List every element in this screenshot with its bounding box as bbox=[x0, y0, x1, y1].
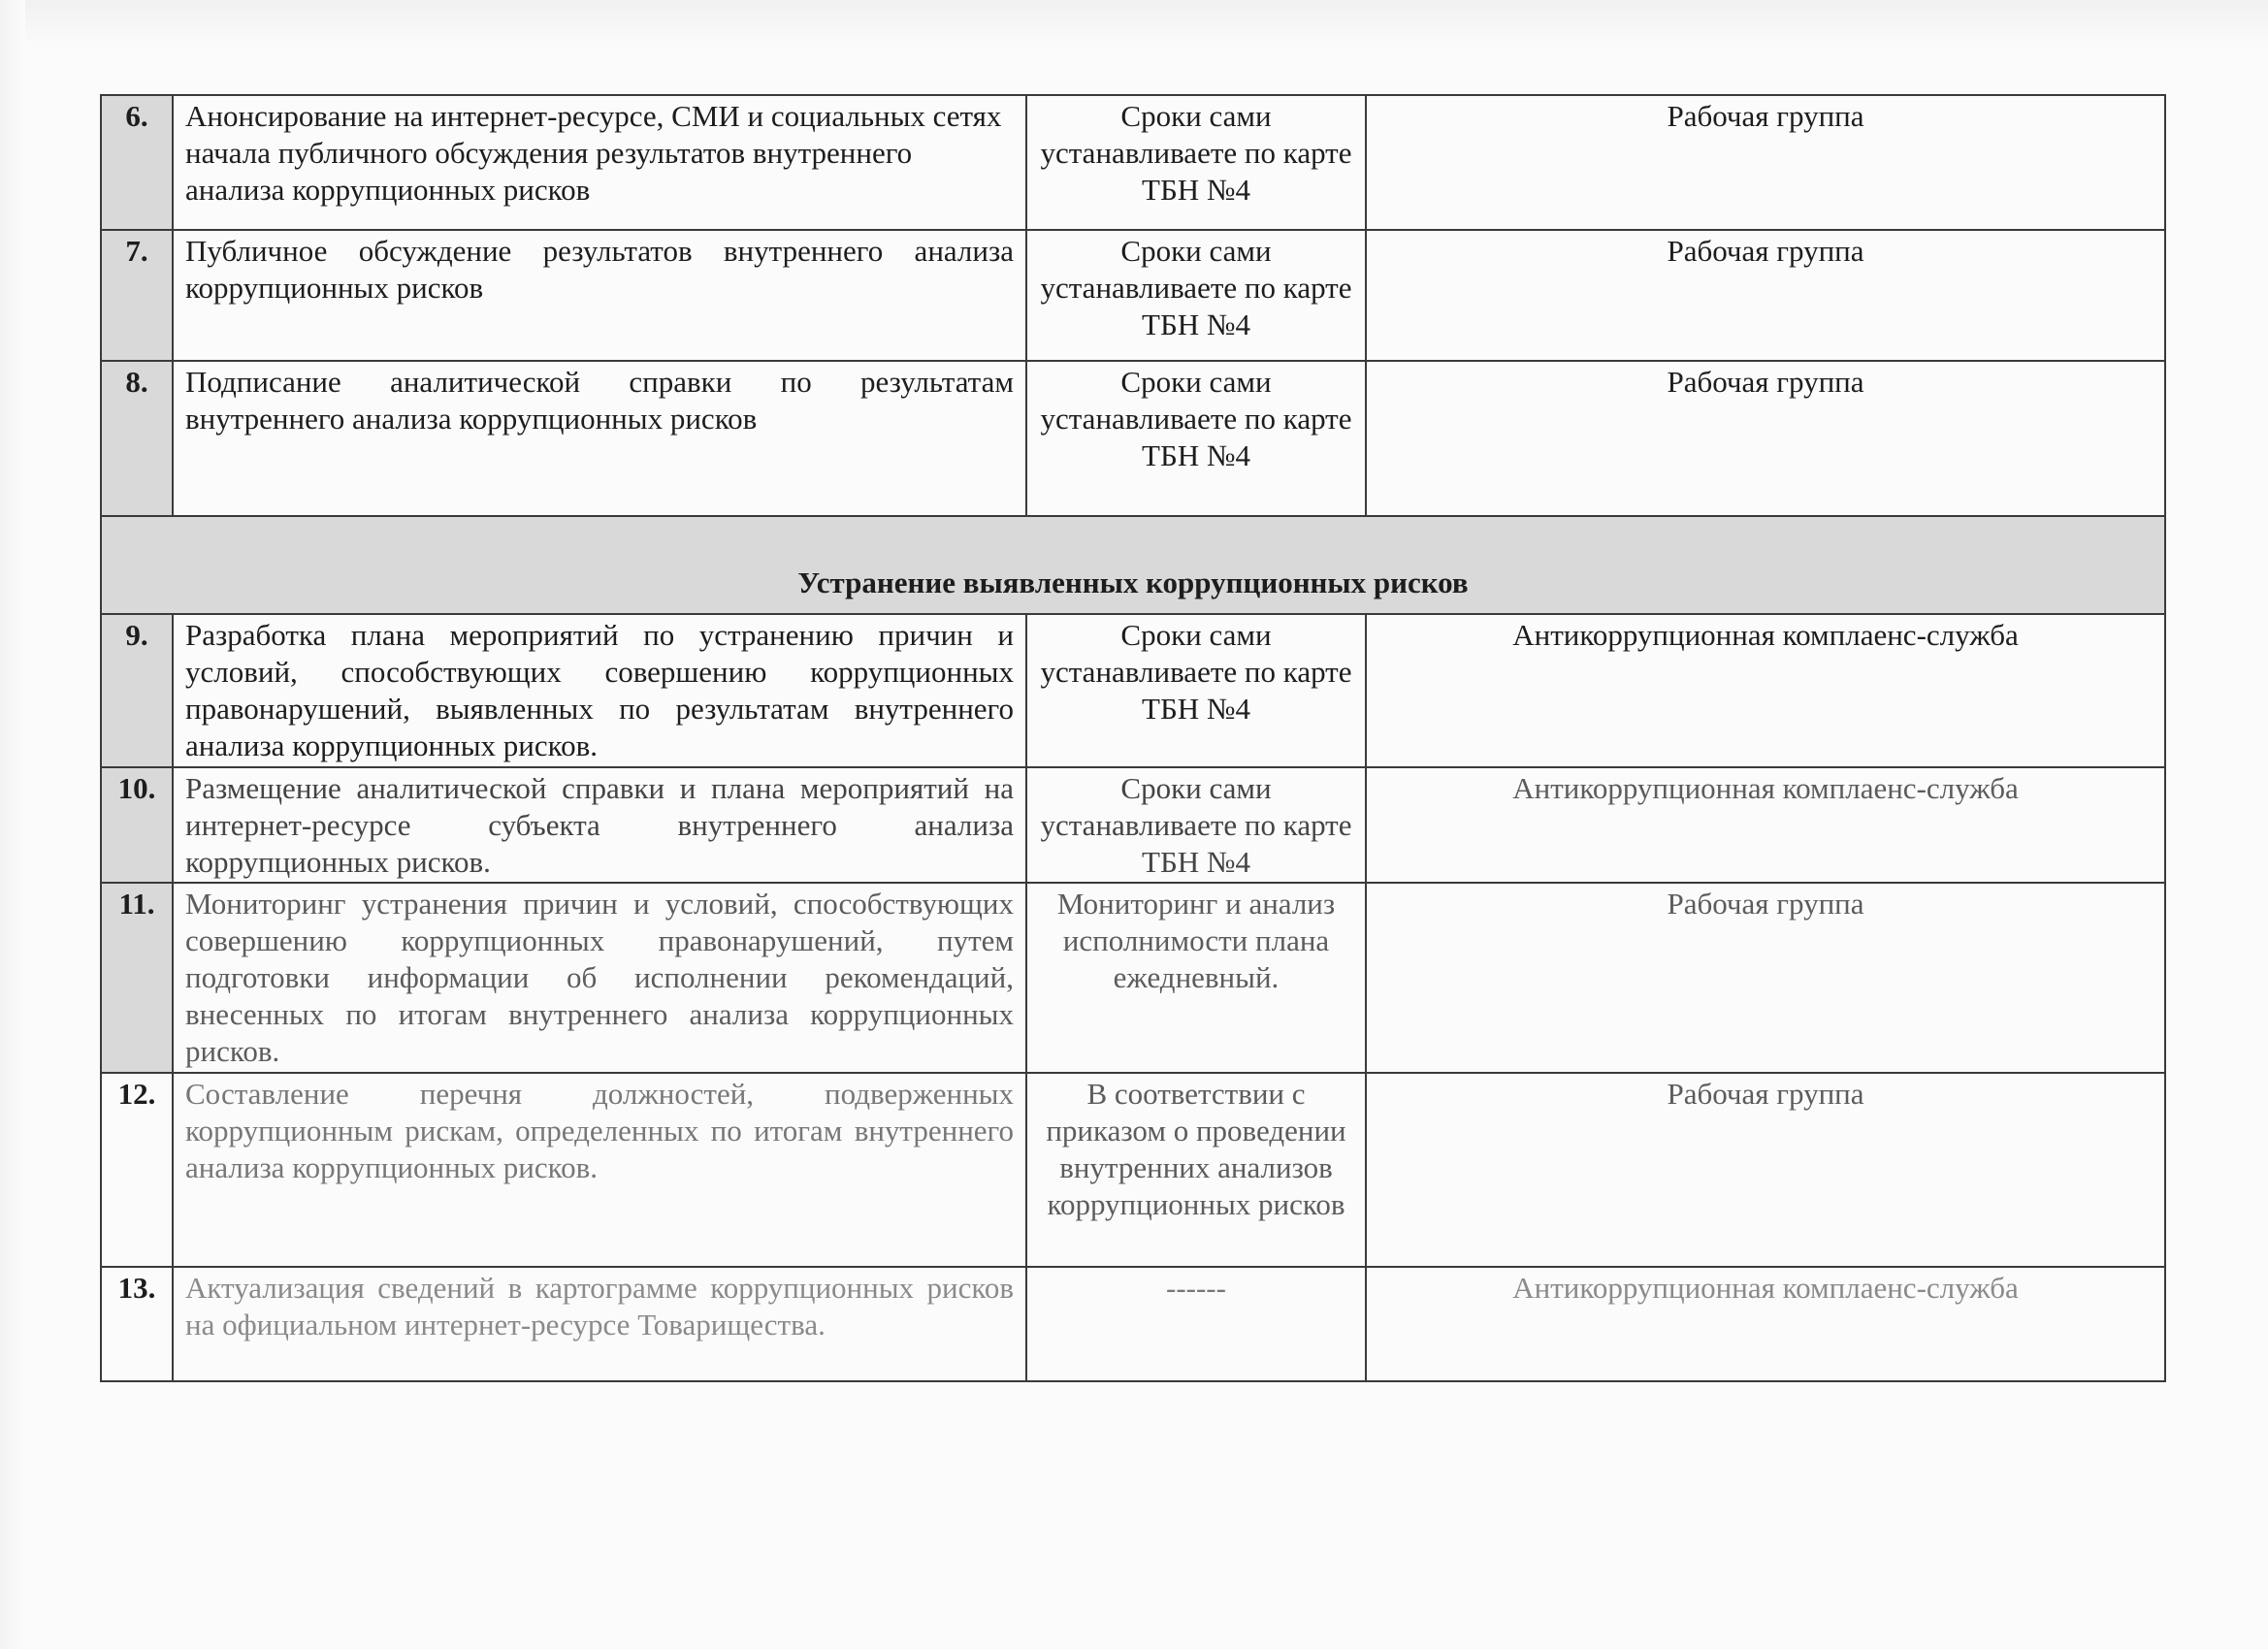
corruption-risk-plan-table bbox=[100, 94, 2166, 1382]
row-deadline: Сроки сами устанавливаете по карте ТБН №4 bbox=[1026, 230, 1366, 361]
table-row bbox=[101, 230, 2165, 361]
table-row bbox=[101, 1073, 2165, 1267]
row-number: 6. bbox=[101, 95, 173, 230]
row-deadline: Сроки сами устанавливаете по карте ТБН №4 bbox=[1026, 361, 1366, 516]
scan-edge-top bbox=[0, 0, 2268, 48]
row-description: Публичное обсуждение результатов внутреннего анализа коррупционных рисков bbox=[173, 230, 1026, 361]
row-responsible: Рабочая группа bbox=[1366, 230, 2165, 361]
row-number: 9. bbox=[101, 614, 173, 767]
row-responsible: Рабочая группа bbox=[1366, 361, 2165, 516]
row-responsible: Рабочая группа bbox=[1366, 883, 2165, 1073]
table-row bbox=[101, 95, 2165, 230]
row-description: Составление перечня должностей, подверженных коррупционным рискам, определенных по итогам внутреннего анализа коррупционных рисков. bbox=[173, 1073, 1026, 1267]
row-deadline: Сроки сами устанавливаете по карте ТБН №4 bbox=[1026, 95, 1366, 230]
scan-edge-left bbox=[0, 0, 25, 1649]
row-deadline: Сроки сами устанавливаете по карте ТБН №4 bbox=[1026, 614, 1366, 767]
table-row bbox=[101, 361, 2165, 516]
row-responsible: Антикоррупционная комплаенс-служба bbox=[1366, 614, 2165, 767]
row-description: Разработка плана мероприятий по устранению причин и условий, способствующих совершению коррупционных правонарушений, выявленных по результатам внутреннего анализа коррупционных рисков. bbox=[173, 614, 1026, 767]
row-deadline: Мониторинг и анализ исполнимости плана ежедневный. bbox=[1026, 883, 1366, 1073]
row-description: Анонсирование на интернет-ресурсе, СМИ и социальных сетях начала публичного обсуждения результатов внутреннего анализа коррупционных рисков bbox=[173, 95, 1026, 230]
row-description: Подписание аналитической справки по результатам внутреннего анализа коррупционных рисков bbox=[173, 361, 1026, 516]
row-responsible: Рабочая группа bbox=[1366, 95, 2165, 230]
table-row bbox=[101, 883, 2165, 1073]
row-number: 12. bbox=[101, 1073, 173, 1267]
row-responsible: Рабочая группа bbox=[1366, 1073, 2165, 1267]
table-row bbox=[101, 1267, 2165, 1381]
row-deadline: ------ bbox=[1026, 1267, 1366, 1381]
row-number: 7. bbox=[101, 230, 173, 361]
row-responsible: Антикоррупционная комплаенс-служба bbox=[1366, 1267, 2165, 1381]
table-row bbox=[101, 767, 2165, 883]
table-row bbox=[101, 614, 2165, 767]
row-number: 10. bbox=[101, 767, 173, 883]
row-deadline: Сроки сами устанавливаете по карте ТБН №4 bbox=[1026, 767, 1366, 883]
row-description: Мониторинг устранения причин и условий, способствующих совершению коррупционных правонарушений, путем подготовки информации об исполнении рекомендаций, внесенных по итогам внутреннего анализа коррупционных рисков. bbox=[173, 883, 1026, 1073]
row-description: Размещение аналитической справки и плана мероприятий на интернет-ресурсе субъекта внутреннего анализа коррупционных рисков. bbox=[173, 767, 1026, 883]
row-responsible: Антикоррупционная комплаенс-служба bbox=[1366, 767, 2165, 883]
row-deadline: В соответствии с приказом о проведении внутренних анализов коррупционных рисков bbox=[1026, 1073, 1366, 1267]
section-row bbox=[101, 516, 2165, 614]
row-description: Актуализация сведений в картограмме коррупционных рисков на официальном интернет-ресурсе Товарищества. bbox=[173, 1267, 1026, 1381]
row-number: 13. bbox=[101, 1267, 173, 1381]
section-title: Устранение выявленных коррупционных рисков bbox=[101, 516, 2165, 614]
row-number: 11. bbox=[101, 883, 173, 1073]
row-number: 8. bbox=[101, 361, 173, 516]
